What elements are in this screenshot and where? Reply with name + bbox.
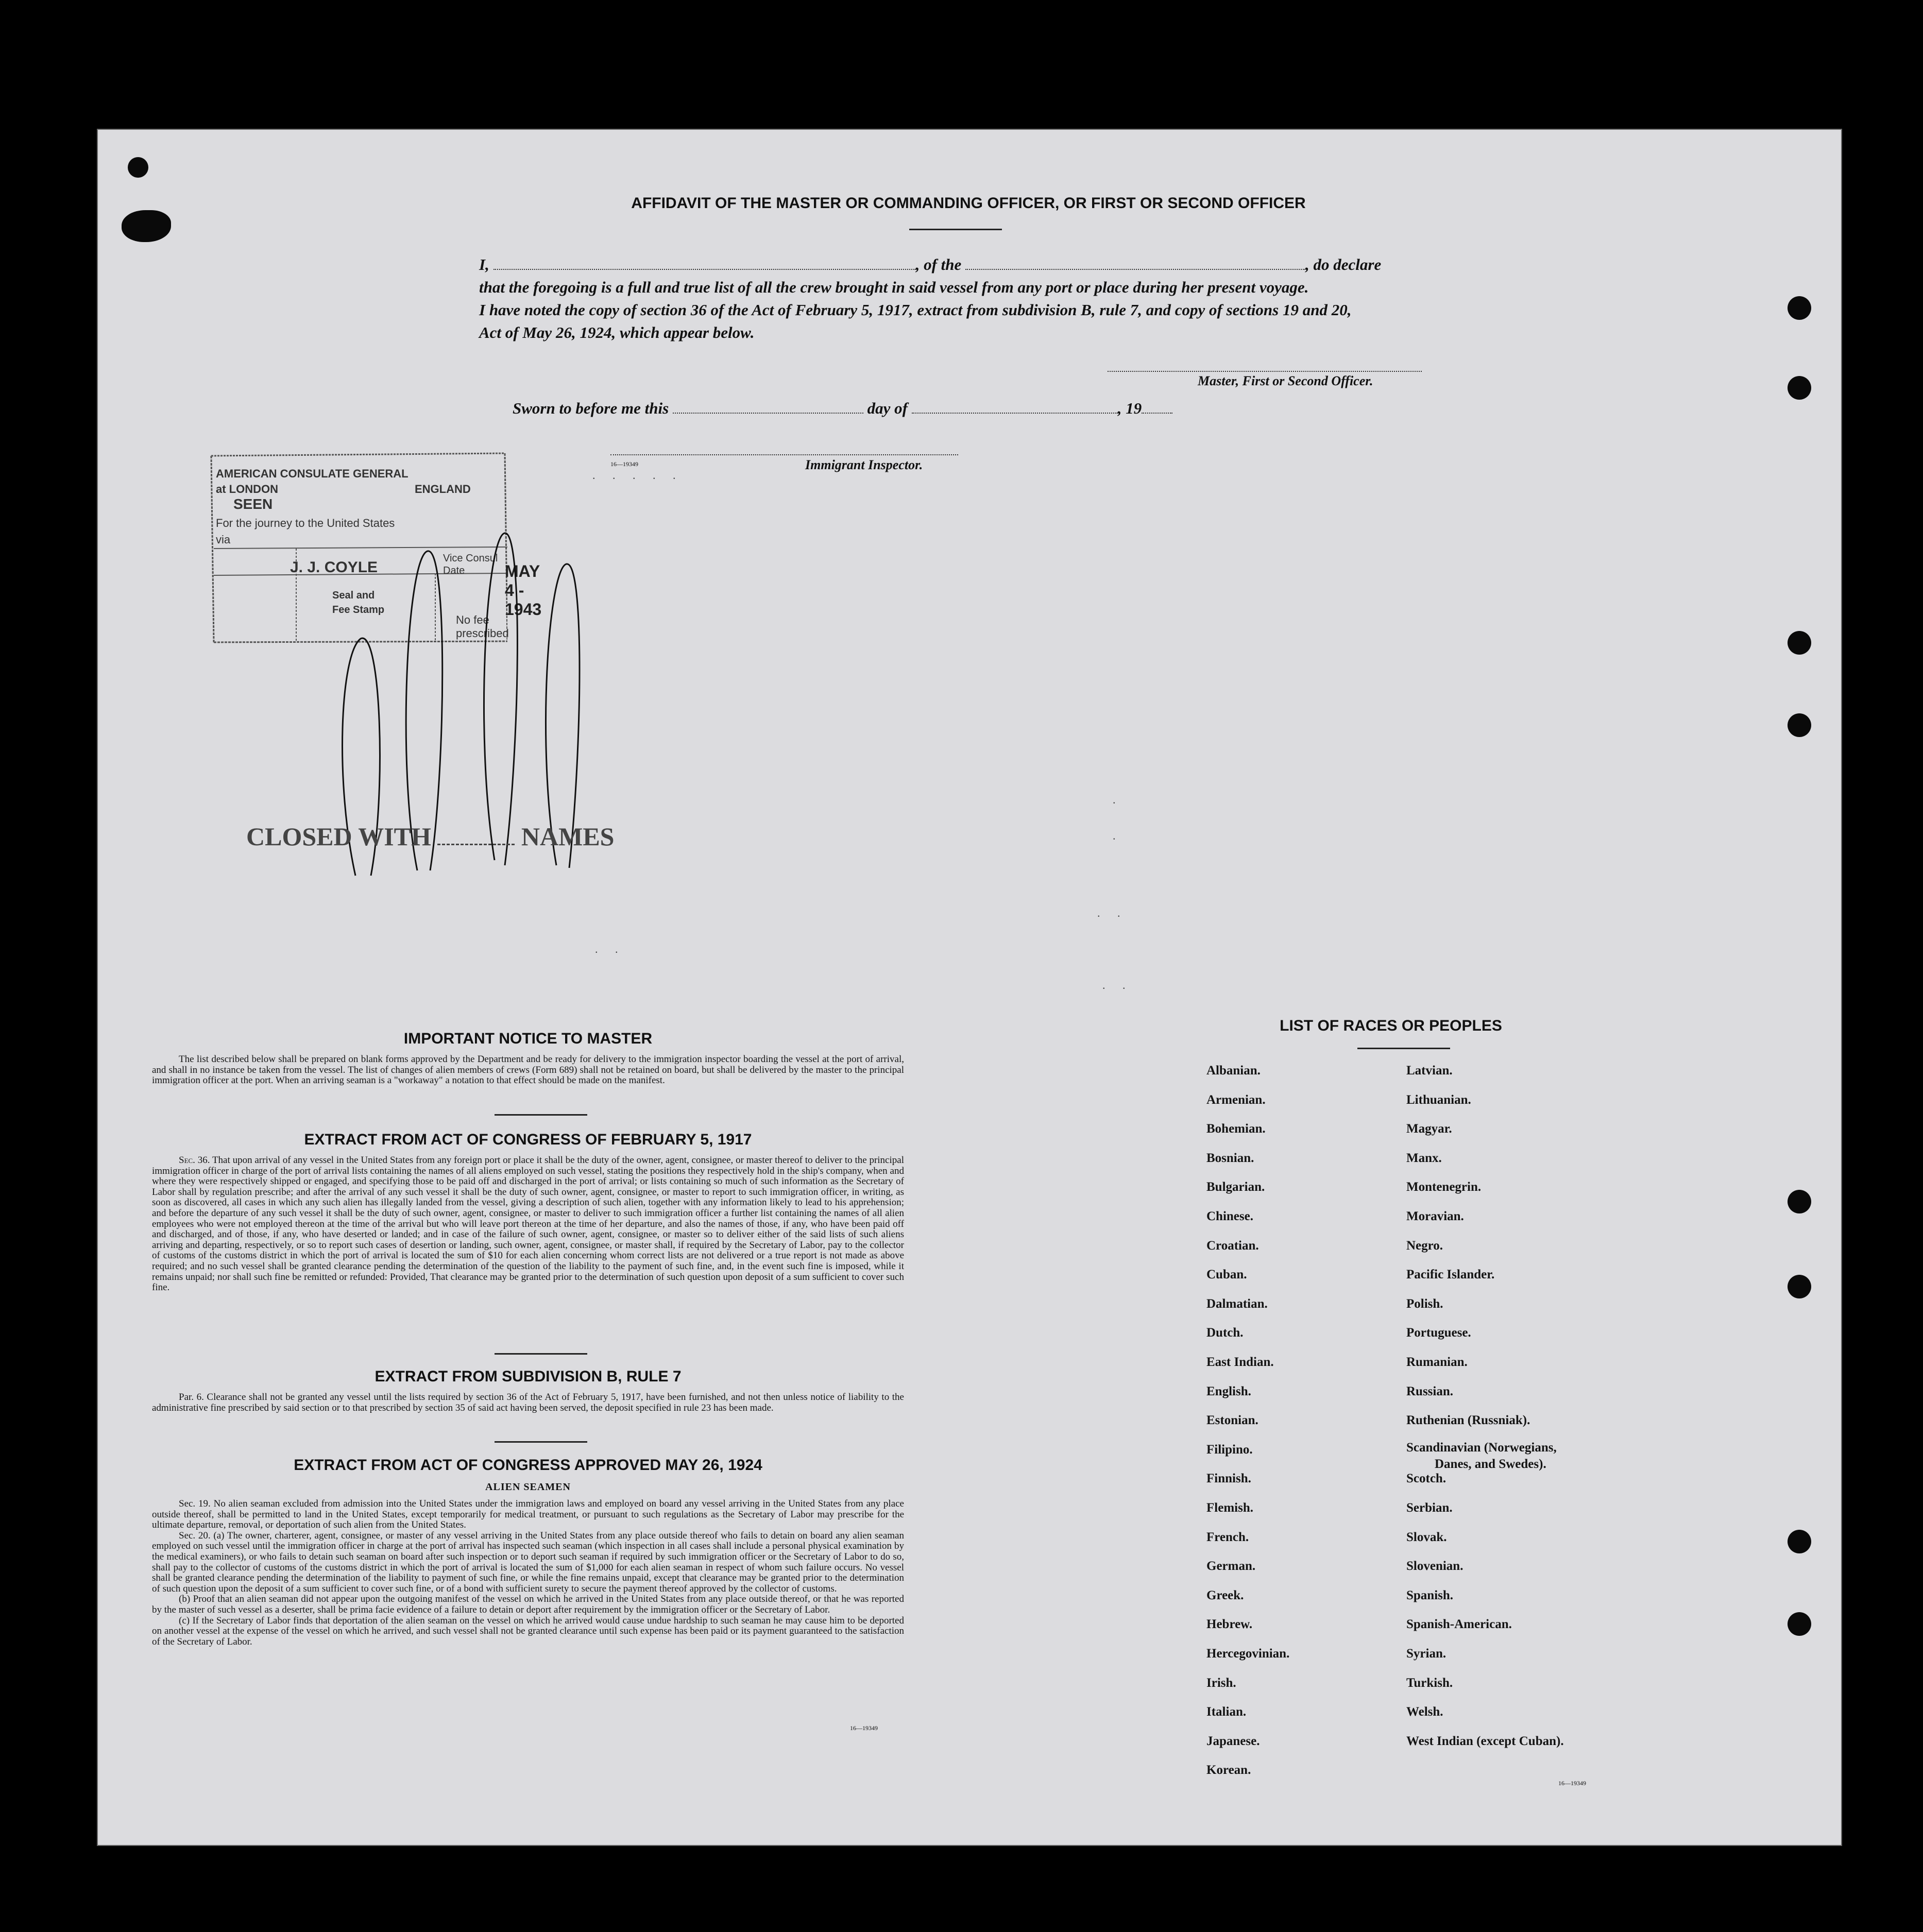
section-rule <box>495 1353 587 1355</box>
sworn-year-field[interactable] <box>1142 413 1172 414</box>
race-item: Dutch. <box>1206 1326 1244 1340</box>
race-item: West Indian (except Cuban). <box>1406 1734 1564 1748</box>
punch-hole <box>1788 1612 1811 1636</box>
race-item: Dalmatian. <box>1206 1296 1268 1311</box>
race-item: Portuguese. <box>1406 1326 1471 1340</box>
closed-with-stamp <box>246 822 615 851</box>
race-item: Flemish. <box>1206 1501 1253 1515</box>
race-item: Irish. <box>1206 1675 1236 1690</box>
race-item: Korean. <box>1206 1763 1251 1777</box>
race-item: Rumanian. <box>1406 1355 1468 1369</box>
race-item: Bohemian. <box>1206 1122 1266 1136</box>
affidavit-title: AFFIDAVIT OF THE MASTER OR COMMANDING OFFICER, OR FIRST OR SECOND OFFICER <box>631 195 1306 212</box>
race-item: Serbian. <box>1406 1501 1453 1515</box>
extract-1917-title: EXTRACT FROM ACT OF CONGRESS OF FEBRUARY 5, 1917 <box>304 1131 752 1148</box>
sec-20b-paragraph: (b) Proof that an alien seaman did not appear upon the outgoing manifest of the vessel on which he arrived in the United States from any place outside thereof, or that he was reported by the master of such vessel as a deserter, shall be prima facie evidence of a failure to detain or deport after requirement by the immigration officer or the Secretary of Labor. <box>152 1594 904 1615</box>
race-item: Croatian. <box>1206 1238 1259 1253</box>
punch-hole <box>1788 376 1811 400</box>
stamp-consulate: AMERICAN CONSULATE GENERAL <box>216 467 409 480</box>
punch-hole <box>1788 296 1811 320</box>
punch-hole <box>1788 1530 1811 1553</box>
race-item: Lithuanian. <box>1406 1092 1471 1107</box>
race-item: Japanese. <box>1206 1734 1260 1748</box>
affidavit-i: I, <box>479 255 489 273</box>
stamp-vice-consul: Vice Consul <box>443 553 498 564</box>
notice-body <box>152 1054 904 1086</box>
race-item: Hebrew. <box>1206 1617 1253 1632</box>
stamp-journey: For the journey to the United States <box>216 517 395 529</box>
affidavit-line4: Act of May 26, 1924, which appear below. <box>479 323 755 341</box>
punch-hole <box>122 210 171 242</box>
sworn-month-field[interactable] <box>912 413 1118 414</box>
race-item: Moravian. <box>1406 1209 1464 1223</box>
alien-seamen-subtitle: ALIEN SEAMEN <box>485 1481 571 1493</box>
stamp-via: via <box>216 533 231 546</box>
stray-marks: . <box>1113 829 1123 842</box>
stray-marks: . . <box>1102 979 1133 991</box>
race-item: Chinese. <box>1206 1209 1253 1223</box>
race-item: Ruthenian (Russniak). <box>1406 1413 1530 1428</box>
inspector-signature-line[interactable] <box>610 453 958 455</box>
do-declare-label: , do declare <box>1305 255 1382 273</box>
race-item: Montenegrin. <box>1406 1180 1482 1194</box>
sec-20c-paragraph: (c) If the Secretary of Labor finds that deportation of the alien seaman on the vessel on which he arrived would cause undue hardship to such seaman he may cause him to be deported on another vessel at the expense of the vessel on which he arrived, and such vessel shall not be granted clearance until such expense has been paid or its payment guaranteed to the satisfaction of the Secretary of Labor. <box>152 1615 904 1647</box>
extract-1917-body <box>152 1155 904 1293</box>
form-number: 16—19349 <box>610 460 638 468</box>
notice-paragraph: The list described below shall be prepared on blank forms approved by the Department and be ready for delivery to the immigration inspector boarding the vessel at the port of arrival, and shall in no instance be taken from the vessel. The list of changes of alien members of crews (Form 689) shall not be retained on board, but shall be delivered by the master to the principal immigration officer at the port. When an arriving seaman is a "workaway" a notation to that effect should be made on the manifest. <box>152 1054 904 1086</box>
year-label: , 19 <box>1117 399 1142 417</box>
closed-with-label: CLOSED WITH <box>246 822 431 851</box>
race-item: Russian. <box>1406 1384 1454 1398</box>
punch-hole <box>1788 1275 1811 1298</box>
sworn-label: Sworn to before me this <box>513 399 669 417</box>
sec-36-text: That upon arrival of any vessel in the United States from any foreign port or place it shall be the duty of the owner, agent, consignee, or master thereof to deliver to the principal immigration officer in charge of the port of arrival lists containing the names of all aliens employed on such vessel, stating the positions they respectively hold in the ship's company, when and where they were respectively shipped or engaged, and specifying those to be paid off and discharged in the port of arrival; or lists containing so much of such information as the Secretary of Labor shall by regulation prescribe; and after the arrival of any such vessel it shall be the duty of such owner, agent, consignee, or master to report to such immigration officer, in writing, as soon as discovered, all cases in which any such alien has illegally landed from the vessel, giving a description of such alien, together with any information likely to lead to his apprehension; and before the departure of any such vessel it shall be the duty of such owner, agent, consignee, or master to deliver to such immigration officer a further list containing the names of all alien employees who were not employed thereon at the time of the arrival but who will leave port thereon at the time of her departure, and also the names of those, if any, who have been paid off and discharged, and of those, if any, who have deserted or landed; and in case of the failure of such owner, agent, consignee, or master so to deliver either of the said lists of such aliens arriving and departing, respectively, or so to report such cases of desertion or landing, such owner, agent, consignee, or master shall, if required by the Secretary of Labor, pay to the collector of customs of the customs district in which the port of arrival is located the sum of $10 for each alien concerning whom correct lists are not delivered or a true report is not made as above required; and no such vessel shall be granted clearance pending the determination of the question of the liability to the payment of such fine, and, in the event such fine is imposed, while it remains unpaid; nor shall such fine be remitted or refunded: Provided, That clearance may be granted prior to the determination of such question upon deposit of a sum sufficient to cover such fine. <box>152 1155 904 1293</box>
race-item: Scotch. <box>1406 1472 1446 1486</box>
race-item: English. <box>1206 1384 1251 1398</box>
extract-1924-body <box>152 1499 904 1647</box>
race-item: Polish. <box>1406 1296 1443 1311</box>
race-item: Pacific Islander. <box>1406 1268 1495 1282</box>
race-item: Welsh. <box>1406 1705 1443 1719</box>
inspector-caption: Immigrant Inspector. <box>805 457 923 472</box>
punch-hole <box>1788 713 1811 737</box>
race-item: French. <box>1206 1530 1249 1544</box>
rule7-paragraph: Par. 6. Clearance shall not be granted any vessel until the lists required by section 36 of the Act of February 5, 1917, have been furnished, and not then unless notice of liability to the administrative fine prescribed by said section or to that prescribed by section 35 of said act having been served, the deposit specified in rule 23 has been made. <box>152 1392 904 1413</box>
race-item: Slovak. <box>1406 1530 1447 1544</box>
stamp-officer: J. J. COYLE <box>290 559 378 576</box>
race-item: Danes, and Swedes). <box>1435 1457 1546 1471</box>
stamp-date-label: Date <box>443 565 465 576</box>
race-item: Manx. <box>1406 1151 1442 1165</box>
race-item: Greek. <box>1206 1588 1244 1602</box>
affidavit-line2: that the foregoing is a full and true list of all the crew brought in said vessel from any port or place during her present voyage. <box>479 278 1309 296</box>
extract-1917-paragraph <box>152 1155 904 1293</box>
names-label: NAMES <box>521 822 615 851</box>
sworn-line <box>513 399 1172 418</box>
stray-marks: . <box>1113 793 1123 806</box>
of-the-label: , of the <box>915 255 962 273</box>
affidavit-line1 <box>479 255 1442 274</box>
stamp-no-fee: No fee prescribed <box>456 613 509 640</box>
race-item: Negro. <box>1406 1238 1443 1253</box>
master-signature-caption: Master, First or Second Officer. <box>1198 373 1373 388</box>
vessel-field[interactable] <box>965 269 1305 270</box>
stray-marks: . . <box>1097 907 1128 919</box>
closed-with-blank <box>437 844 515 845</box>
races-title: LIST OF RACES OR PEOPLES <box>1280 1017 1502 1034</box>
extract-form-number: 16—19349 <box>850 1724 878 1732</box>
race-item: Latvian. <box>1406 1064 1453 1078</box>
affidavit-line3: I have noted the copy of section 36 of the Act of February 5, 1917, extract from subdivision B, rule 7, and copy of sections 19 and 20, <box>479 301 1352 319</box>
race-item: Cuban. <box>1206 1268 1247 1282</box>
stamp-date-value: MAY 4 - 1943 <box>505 562 542 619</box>
race-item: Albanian. <box>1206 1064 1261 1078</box>
section-rule <box>495 1441 587 1443</box>
stamp-seen: SEEN <box>233 496 273 512</box>
stray-marks: . . <box>595 943 625 955</box>
race-item: Scandinavian (Norwegians, <box>1406 1440 1557 1455</box>
race-item: Spanish. <box>1406 1588 1454 1602</box>
race-item: Armenian. <box>1206 1092 1266 1107</box>
race-item: Bosnian. <box>1206 1151 1254 1165</box>
race-item: East Indian. <box>1206 1355 1274 1369</box>
name-field[interactable] <box>493 269 916 270</box>
extract-1924-title: EXTRACT FROM ACT OF CONGRESS APPROVED MAY 26, 1924 <box>294 1457 762 1474</box>
race-item: Spanish-American. <box>1406 1617 1512 1632</box>
sworn-day-field[interactable] <box>673 413 863 414</box>
race-item: Syrian. <box>1406 1647 1446 1661</box>
stamp-seal: Seal and <box>332 590 375 601</box>
rule7-body <box>152 1392 904 1413</box>
races-form-number: 16—19349 <box>1558 1780 1586 1787</box>
section-rule <box>495 1114 587 1116</box>
punch-hole <box>1788 631 1811 655</box>
sec-19-paragraph: Sec. 19. No alien seaman excluded from admission into the United States under the immigration laws and employed on board any vessel arriving in the United States from any place outside thereof, shall be permitted to land in the United States, except temporarily for medical treatment, or pursuant to such regulations as the Secretary of Labor may prescribe for the ultimate departure, removal, or deportation of such alien from the United States. <box>152 1498 904 1531</box>
sec-36-label: Sec. 36. <box>179 1155 210 1166</box>
notice-title: IMPORTANT NOTICE TO MASTER <box>403 1030 653 1047</box>
rule7-title: EXTRACT FROM SUBDIVISION B, RULE 7 <box>375 1368 682 1385</box>
stamp-fee-stamp: Fee Stamp <box>332 604 385 615</box>
race-item: Bulgarian. <box>1206 1180 1265 1194</box>
race-item: Estonian. <box>1206 1413 1258 1428</box>
race-item: Finnish. <box>1206 1472 1251 1486</box>
race-item: Filipino. <box>1206 1442 1253 1457</box>
race-item: German. <box>1206 1559 1256 1574</box>
punch-hole <box>1788 1190 1811 1213</box>
day-of-label: day of <box>867 399 908 417</box>
stray-marks: . . . . . <box>592 469 683 482</box>
race-item: Turkish. <box>1406 1675 1453 1690</box>
race-item: Hercegovinian. <box>1206 1647 1290 1661</box>
race-item: Italian. <box>1206 1705 1247 1719</box>
master-signature-line[interactable] <box>1108 370 1422 372</box>
race-item: Slovenian. <box>1406 1559 1463 1574</box>
races-title-rule <box>1357 1048 1450 1049</box>
race-item: Magyar. <box>1406 1122 1452 1136</box>
stamp-england: ENGLAND <box>415 483 471 495</box>
title-rule <box>909 229 1002 230</box>
sec-20a-paragraph: Sec. 20. (a) The owner, charterer, agent, consignee, or master of any vessel arriving in the United States from any place outside thereof who fails to detain on board any alien seaman employed on such vessel until the immigration officer in charge at the port of arrival has inspected such seaman (which inspection in all cases shall include a personal physical examination by the medical examiners), or who fails to detain such seaman on board after such inspection or to deport such seaman if required by such immigration officer or the Secretary of Labor to do so, shall pay to the collector of customs of the customs district in which the port of arrival is located the sum of $1,000 for each alien seaman in respect of whom such failure occurs. No vessel shall be granted clearance pending the determination of the liability to payment of such fine, or while the fine remains unpaid, except that clearance may be granted prior to the determination of such question upon the deposit of a sum sufficient to cover such fine, or of a bond with sufficient surety to secure the payment thereof approved by the collector of customs. <box>152 1530 904 1594</box>
punch-hole <box>128 157 148 178</box>
stamp-at-london: at LONDON <box>216 483 278 495</box>
